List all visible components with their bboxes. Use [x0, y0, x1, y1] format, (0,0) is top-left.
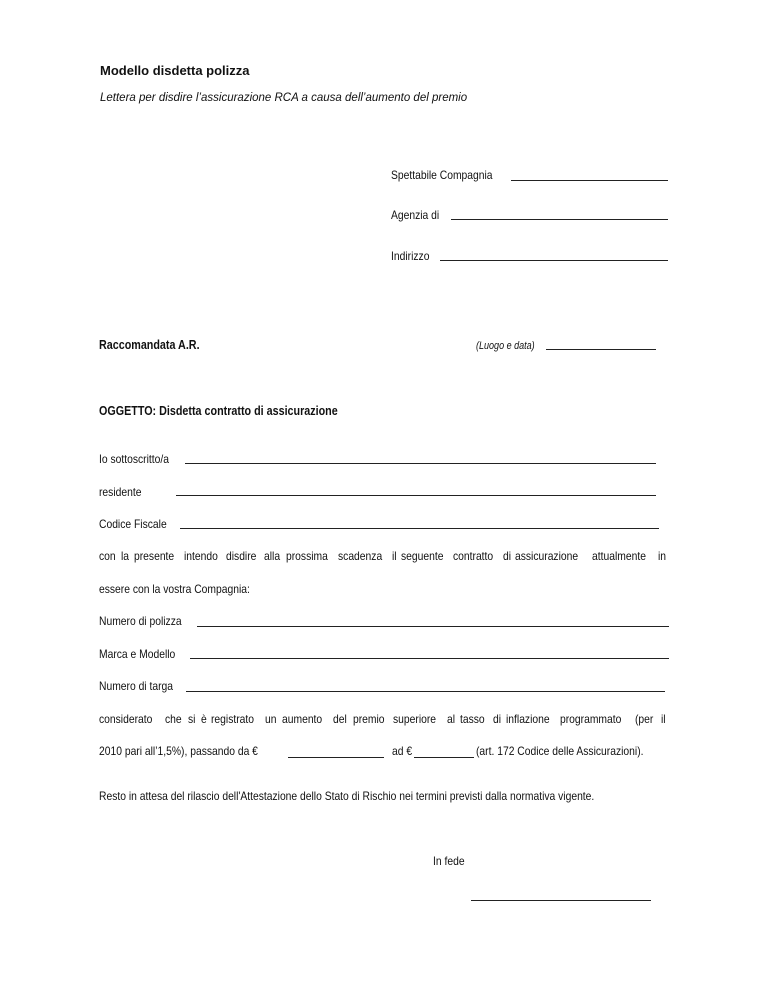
tax-code-field-line[interactable] — [180, 528, 659, 529]
tax-code-label: Codice Fiscale — [99, 517, 167, 531]
plate-number-label: Numero di targa — [99, 679, 174, 693]
word: superiore — [393, 712, 437, 726]
premium-increase-line — [99, 712, 666, 726]
agency-field-line[interactable] — [451, 219, 668, 220]
word: considerato — [99, 712, 153, 726]
word: tasso — [460, 712, 485, 726]
word: registrato — [211, 712, 255, 726]
policy-number-label: Numero di polizza — [99, 614, 182, 628]
premium-to-field-line[interactable] — [414, 757, 474, 758]
word: prossima — [286, 549, 329, 563]
word: un — [264, 712, 277, 726]
word: presente — [133, 549, 174, 563]
premium-from-field-line[interactable] — [288, 757, 384, 758]
word: attualmente — [591, 549, 646, 563]
make-model-label: Marca e Modello — [99, 647, 176, 661]
premium-from-label: 2010 pari all’1,5%), passando da € — [99, 744, 258, 758]
company-label: Spettabile Compagnia — [391, 168, 493, 182]
undersigned-field-line[interactable] — [185, 463, 656, 464]
word: del — [332, 712, 347, 726]
word: il — [660, 712, 666, 726]
resident-label: residente — [99, 485, 142, 499]
signature-line[interactable] — [471, 900, 651, 901]
document-subtitle: Lettera per disdire l’assicurazione RCA a causa dell’aumento del premio — [100, 92, 468, 104]
word: scadenza — [337, 549, 383, 563]
word: assicurazione — [515, 549, 579, 563]
word: la — [121, 549, 130, 563]
document-title: Modello disdetta polizza — [100, 63, 250, 78]
article-reference: (art. 172 Codice delle Assicurazioni). — [476, 744, 644, 758]
word: che — [164, 712, 182, 726]
word: aumento — [282, 712, 323, 726]
place-date-label: (Luogo e data) — [476, 340, 535, 352]
resident-field-line[interactable] — [176, 495, 656, 496]
premium-to-label: ad € — [392, 744, 413, 758]
word: seguente — [400, 549, 444, 563]
pending-attestation-text: Resto in attesa del rilascio dell'Attestazione dello Stato di Rischio nei termini previsti dalla normativa vigente. — [99, 789, 595, 803]
word: il — [392, 549, 397, 563]
intro-paragraph-line-2: essere con la vostra Compagnia: — [99, 582, 250, 596]
subject-heading: OGGETTO: Disdetta contratto di assicurazione — [99, 404, 338, 418]
undersigned-label: Io sottoscritto/a — [99, 452, 169, 466]
make-model-field-line[interactable] — [190, 658, 669, 659]
address-label: Indirizzo — [391, 249, 430, 263]
agency-label: Agenzia di — [391, 208, 440, 222]
word: disdire — [226, 549, 257, 563]
word: premio — [352, 712, 385, 726]
place-date-field-line[interactable] — [546, 349, 656, 350]
plate-number-field-line[interactable] — [186, 691, 665, 692]
word: inflazione — [505, 712, 550, 726]
intro-paragraph-line — [99, 549, 667, 563]
address-field-line[interactable] — [440, 260, 668, 261]
registered-mail-label: Raccomandata A.R. — [99, 338, 200, 352]
word: contratto — [453, 549, 494, 563]
word: di — [503, 549, 512, 563]
closing-in-fede: In fede — [433, 854, 465, 868]
word: di — [492, 712, 501, 726]
word: con — [99, 549, 116, 563]
word: al — [446, 712, 455, 726]
word: si — [188, 712, 196, 726]
word: programmato — [560, 712, 622, 726]
word: alla — [264, 549, 281, 563]
policy-number-field-line[interactable] — [197, 626, 669, 627]
word: è — [200, 712, 207, 726]
word: (per — [635, 712, 654, 726]
word: in — [657, 549, 666, 563]
word: intendo — [183, 549, 218, 563]
company-field-line[interactable] — [511, 180, 668, 181]
